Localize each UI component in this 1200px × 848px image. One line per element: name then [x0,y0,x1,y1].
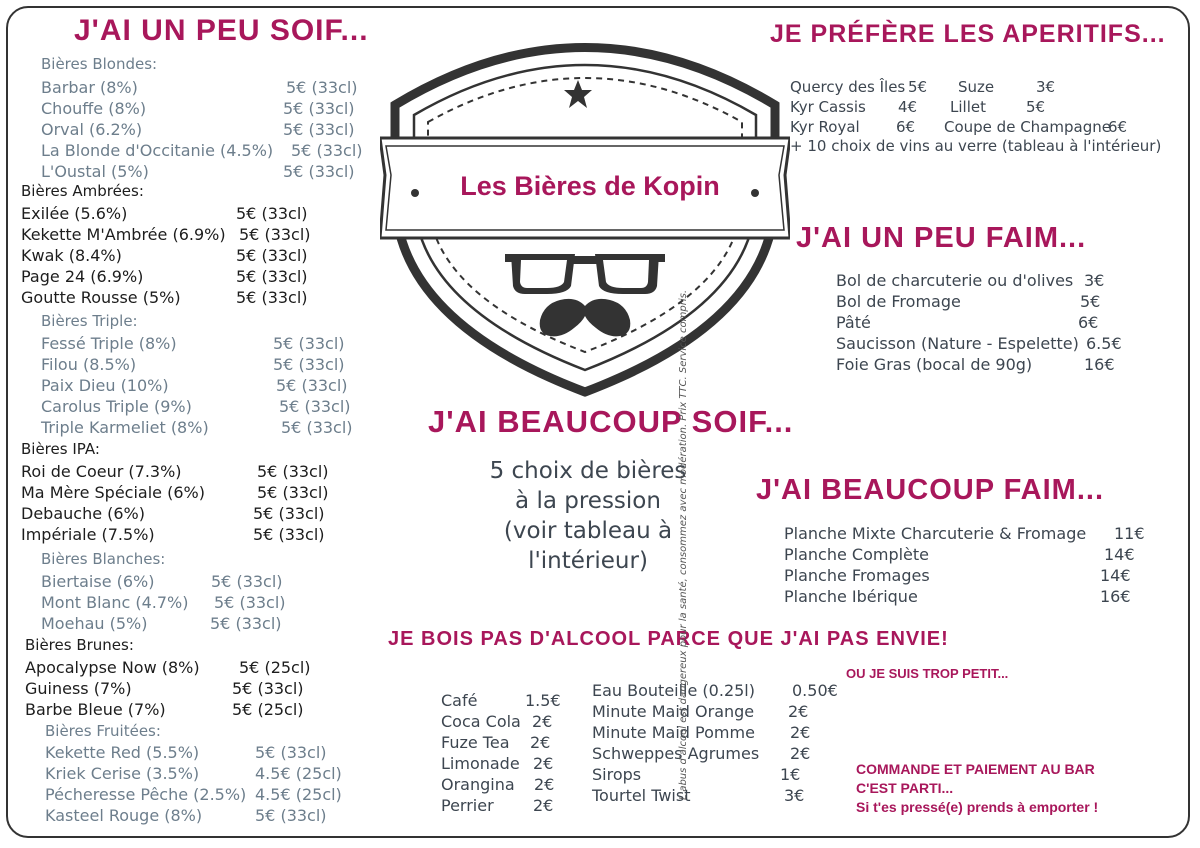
beer-name: Kwak (8.4%) [21,246,122,265]
board-row [784,586,1144,607]
beer-price: 4.5€ (25cl) [255,785,342,804]
beer-row [41,375,381,396]
soft-row [441,795,561,816]
beer-row [21,245,361,266]
beer-name: Chouffe (8%) [41,99,147,118]
beer-name: Moehau (5%) [41,614,148,633]
board-price: 14€ [1100,566,1131,585]
beer-row [41,613,381,634]
aperitif-name: Coupe de Champagne [944,118,1111,136]
pression-line: 5 choix de bières [489,458,687,484]
beer-price: 5€ (33cl) [239,225,311,244]
beer-category-title: Bières Triple: [41,312,138,330]
beer-row [45,805,385,826]
soft-price: 2€ [530,733,551,752]
beer-price: 5€ (33cl) [279,397,351,416]
beer-category-title: Bières Fruitées: [45,722,161,740]
soft-price: 2€ [790,723,811,742]
soft-price: 1.5€ [525,691,561,710]
snack-price: 16€ [1084,355,1115,374]
beer-row [21,224,361,245]
soft-name: Sirops [592,765,642,784]
soft-aside: OU JE SUIS TROP PETIT... [846,666,1009,681]
board-row [784,565,1144,586]
beer-price: 5€ (33cl) [236,267,308,286]
beer-category-title: Bières IPA: [21,440,100,458]
beer-name: Filou (8.5%) [41,355,137,374]
beer-price: 5€ (33cl) [214,593,286,612]
order-note-line: Si t'es pressé(e) prends à emporter ! [856,799,1099,815]
beer-row [41,354,381,375]
snack-price: 6.5€ [1086,334,1122,353]
order-note-line: C'EST PARTI... [856,780,954,796]
snack-row [836,354,1126,375]
soft-name: Eau Bouteille (0.25l) [592,681,755,700]
snack-row [836,270,1116,291]
beer-name: Pécheresse Pêche (2.5%) [45,785,247,804]
soft-price: 2€ [790,744,811,763]
beer-row [21,203,361,224]
beer-row [25,678,365,699]
heading-peu-soif: J'AI UN PEU SOIF... [74,14,369,47]
aperitif-name: Kyr Royal [790,118,860,136]
beer-price: 5€ (33cl) [281,418,353,437]
heading-peu-faim: J'AI UN PEU FAIM... [796,222,1087,254]
board-row [784,544,1144,565]
snack-name: Bol de charcuterie ou d'olives [836,271,1074,290]
beer-name: Goutte Rousse (5%) [21,288,181,307]
beer-category-title: Bières Brunes: [25,636,134,654]
order-note [856,760,1098,817]
beer-price: 5€ (33cl) [255,743,327,762]
soft-name: Minute Maid Pomme [592,723,755,742]
beer-price: 5€ (25cl) [232,700,304,719]
star-icon [562,78,594,110]
beer-name: Biertaise (6%) [41,572,155,591]
aperitif-price: 6€ [896,118,916,136]
soft-price: 3€ [784,786,805,805]
beer-row [41,571,381,592]
beer-price: 5€ (33cl) [210,614,282,633]
snack-row [836,312,1116,333]
soft-row [592,743,842,764]
beer-name: Impériale (7.5%) [21,525,155,544]
soft-row [441,774,561,795]
beer-category-title: Bières Blanches: [41,550,166,568]
beer-name: L'Oustal (5%) [41,162,149,181]
beer-name: Roi de Coeur (7.3%) [21,462,182,481]
beer-row [21,287,361,308]
snack-name: Pâté [836,313,871,332]
beer-price: 5€ (33cl) [257,462,329,481]
beer-row [41,77,381,98]
beer-name: Barbar (8%) [41,78,138,97]
beer-name: Kriek Cerise (3.5%) [45,764,200,783]
beer-row [41,417,381,438]
beer-row [21,482,361,503]
beer-name: Page 24 (6.9%) [21,267,144,286]
beer-row [45,784,385,805]
beer-name: Kekette M'Ambrée (6.9%) [21,225,226,244]
beer-row [41,592,381,613]
board-price: 14€ [1104,545,1135,564]
beer-row [41,119,381,140]
beer-name: Barbe Bleue (7%) [25,700,166,719]
soft-price: 1€ [780,765,801,784]
aperitif-price: 6€ [1108,118,1128,136]
aperitif-price: 5€ [1026,98,1046,116]
beer-row [41,396,381,417]
beer-row [41,98,381,119]
beer-price: 5€ (33cl) [276,376,348,395]
aperitif-name: Lillet [950,98,986,116]
beer-price: 5€ (33cl) [255,806,327,825]
aperitif-name: Quercy des Îles [790,78,906,96]
soft-name: Café [441,691,478,710]
beer-price: 5€ (33cl) [211,572,283,591]
beer-row [45,763,385,784]
soft-name: Schweppes Agrumes [592,744,760,763]
heading-soft-drinks: JE BOIS PAS D'ALCOOL PARCE QUE J'AI PAS ENVIE! [388,628,949,650]
beer-name: Kekette Red (5.5%) [45,743,200,762]
board-price: 11€ [1114,524,1145,543]
beer-name: Carolus Triple (9%) [41,397,192,416]
soft-price: 2€ [532,712,553,731]
soft-row [441,753,561,774]
order-note-line: COMMANDE ET PAIEMENT AU BAR [856,761,1095,777]
beer-price: 5€ (33cl) [283,120,355,139]
beer-row [21,524,361,545]
beer-price: 5€ (33cl) [253,504,325,523]
aperitif-price: 5€ [908,78,928,96]
heading-beaucoup-faim: J'AI BEAUCOUP FAIM... [756,474,1105,506]
pression-line: l'intérieur) [528,548,648,574]
beer-row [25,657,365,678]
beer-name: Triple Karmeliet (8%) [41,418,209,437]
beer-name: Ma Mère Spéciale (6%) [21,483,205,502]
board-name: Planche Fromages [784,566,930,585]
pression-line: à la pression [515,488,661,514]
beer-price: 5€ (25cl) [239,658,311,677]
beer-row [41,333,381,354]
board-name: Planche Mixte Charcuterie & Fromage [784,524,1087,543]
aperitif-name: Suze [958,78,995,96]
snack-price: 6€ [1078,313,1099,332]
beer-row [21,266,361,287]
soft-row [441,690,561,711]
beer-price: 5€ (33cl) [232,679,304,698]
beer-row [41,161,381,182]
mustache-icon [538,296,632,340]
board-name: Planche Ibérique [784,587,918,606]
aperitif-price: 4€ [898,98,918,116]
snack-name: Bol de Fromage [836,292,961,311]
soft-price: 2€ [533,754,554,773]
pression-line: (voir tableau à [503,518,673,544]
soft-row [441,711,561,732]
beer-row [21,503,361,524]
beer-name: Mont Blanc (4.7%) [41,593,189,612]
soft-name: Fuze Tea [441,733,510,752]
snack-row [836,333,1126,354]
beer-row [25,699,365,720]
board-name: Planche Complète [784,545,930,564]
beer-name: Paix Dieu (10%) [41,376,169,395]
beer-price: 5€ (33cl) [236,246,308,265]
beer-price: 5€ (33cl) [273,355,345,374]
soft-row [592,764,842,785]
board-price: 16€ [1100,587,1131,606]
soft-row [592,722,842,743]
beer-price: 4.5€ (25cl) [255,764,342,783]
beer-category-title: Bières Blondes: [41,55,158,73]
legal-notice: L'abus d'alcool est dangereux pour la santé, consommez avec modération. Prix TTC. Service compris. [678,290,689,800]
soft-name: Limonade [441,754,520,773]
beer-price: 5€ (33cl) [273,334,345,353]
beer-name: Kasteel Rouge (8%) [45,806,203,825]
snack-name: Saucisson (Nature - Espelette) [836,334,1079,353]
soft-name: Perrier [441,796,494,815]
soft-row [441,732,561,753]
beer-category-title: Bières Ambrées: [21,182,144,200]
soft-price: 2€ [788,702,809,721]
heading-beaucoup-soif: J'AI BEAUCOUP SOIF... [428,404,794,439]
heading-aperitifs: JE PRÉFÈRE LES APERITIFS... [770,20,1166,48]
beer-name: La Blonde d'Occitanie (4.5%) [41,141,274,160]
soft-price: 2€ [533,796,554,815]
soft-name: Coca Cola [441,712,521,731]
soft-name: Tourtel Twist [592,786,691,805]
beer-price: 5€ (33cl) [257,483,329,502]
beer-row [45,742,385,763]
snack-price: 5€ [1080,292,1101,311]
beer-price: 5€ (33cl) [291,141,363,160]
aperitif-note: + 10 choix de vins au verre (tableau à l'intérieur) [790,137,1162,155]
snack-name: Foie Gras (bocal de 90g) [836,355,1033,374]
aperitif-price: 3€ [1036,78,1056,96]
soft-row [592,680,842,701]
beer-name: Exilée (5.6%) [21,204,128,223]
soft-price: 2€ [534,775,555,794]
snack-price: 3€ [1084,271,1105,290]
beer-price: 5€ (33cl) [286,78,358,97]
pression-text [468,456,708,576]
soft-row [592,785,842,806]
beer-name: Debauche (6%) [21,504,145,523]
beer-name: Guiness (7%) [25,679,132,698]
crest-title: Les Bières de Kopin [460,171,720,201]
soft-price: 0.50€ [792,681,838,700]
beer-row [21,461,361,482]
aperitif-name: Kyr Cassis [790,98,866,116]
beer-price: 5€ (33cl) [283,162,355,181]
board-row [784,523,1144,544]
soft-row [592,701,842,722]
snack-row [836,291,1116,312]
soft-name: Minute Maid Orange [592,702,755,721]
soft-name: Orangina [441,775,515,794]
beer-price: 5€ (33cl) [236,288,308,307]
beer-price: 5€ (33cl) [283,99,355,118]
beer-name: Fessé Triple (8%) [41,334,177,353]
beer-row [41,140,381,161]
beer-name: Apocalypse Now (8%) [25,658,200,677]
beer-name: Orval (6.2%) [41,120,143,139]
beer-price: 5€ (33cl) [236,204,308,223]
crest-shield [380,20,790,400]
beer-price: 5€ (33cl) [253,525,325,544]
glasses-icon [505,248,665,300]
